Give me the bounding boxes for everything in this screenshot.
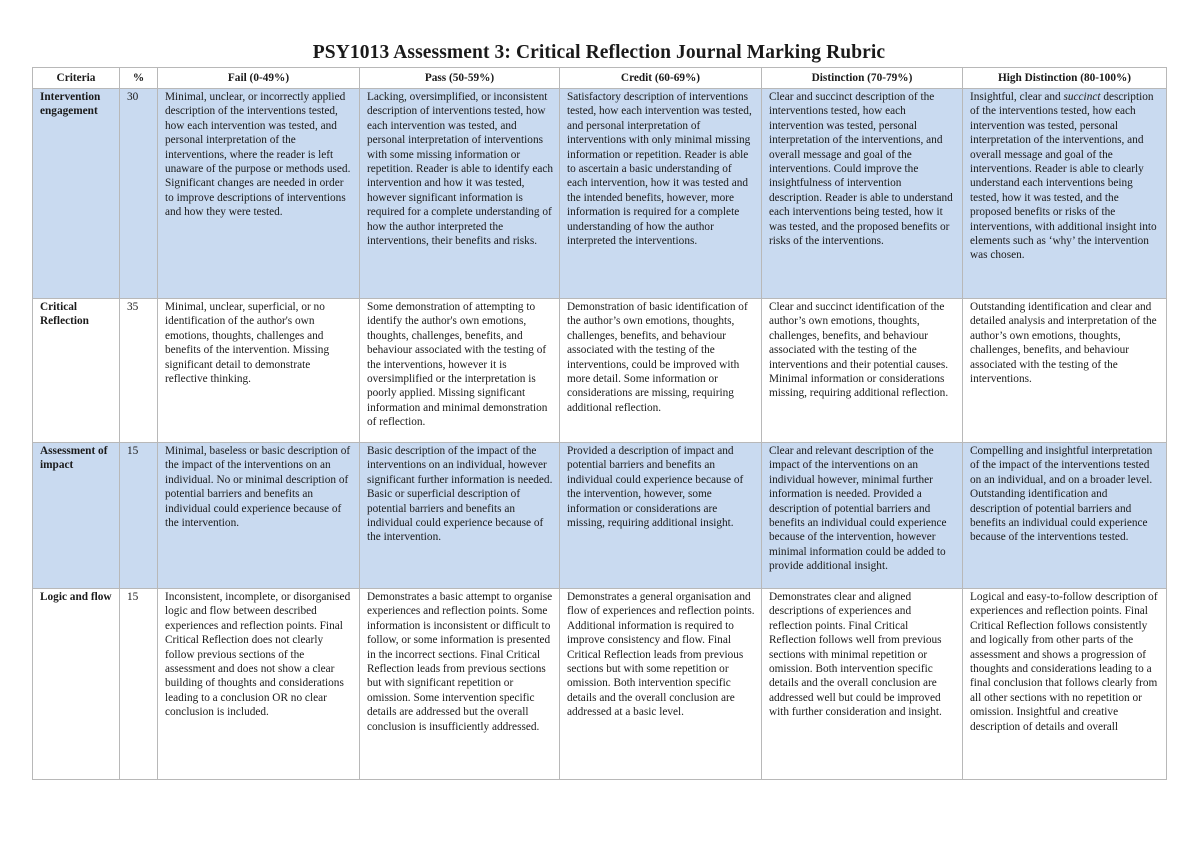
header-pass: Pass (50-59%) (360, 68, 560, 89)
credit-text: Provided a description of impact and potential barriers and benefits an individual could experience because of the intervention, however, some information or considerations are missing, requiring additional insight. (567, 445, 744, 530)
pass-cell (360, 299, 560, 443)
fail-cell (158, 299, 360, 443)
credit-cell (560, 589, 762, 780)
header-fail: Fail (0-49%) (158, 68, 360, 89)
pass-cell (360, 589, 560, 780)
criteria-cell (33, 589, 120, 780)
pass-text: Basic description of the impact of the interventions on an individual, however significant further information is needed. Basic or superficial description of potential barriers and benefits an individual could experience because of the intervention. (367, 445, 553, 544)
criteria-label: Assessment of impact (40, 445, 108, 472)
credit-cell (560, 299, 762, 443)
pass-text: Some demonstration of attempting to identify the author's own emotions, thoughts, challenges, benefits, and behaviour associated with the testing of the interventions, however it is oversimplified or the interpretation is poorly applied. Missing significant information and minimal demonstration of reflection. (367, 301, 548, 429)
criteria-cell (33, 89, 120, 299)
distinction-cell (762, 89, 963, 299)
header-high-distinction: High Distinction (80-100%) (963, 68, 1167, 89)
fail-text: Minimal, unclear, superficial, or no identification of the author's own emotions, thoughts, challenges and benefits of the intervention. Missing significant detail to demonstrate reflective thinking. (165, 301, 330, 386)
high-distinction-text: Outstanding identification and clear and detailed analysis and interpretation of the author’s own emotions, thoughts, challenges, benefits, and behaviour associated with the testing of the interventions. (970, 301, 1157, 386)
percent-cell: 35 (120, 299, 158, 443)
high-distinction-cell (963, 89, 1167, 299)
pass-text: Lacking, oversimplified, or inconsistent description of interventions tested, how each intervention was tested, and personal interpretation of interventions with some missing information or repetition. Reader is able to identify each intervention and how it was tested, however significant information is required for a complete understanding of how the author interpreted the interventions, their benefits and risks. (367, 91, 553, 248)
fail-text: Inconsistent, incomplete, or disorganised logic and flow between described experiences and reflection points. Final Critical Reflection does not clearly follow previous sections of the assessment and does not show a clear building of thoughts and considerations leading to a conclusion OR no clear conclusion is included. (165, 591, 351, 719)
fail-text: Minimal, unclear, or incorrectly applied description of the interventions tested, how each intervention was tested, and personal interpretation of the interventions, where the reader is left unaware of the purpose or methods used. Significant changes are needed in order to improve descriptions of interventions and how they were tested. (165, 91, 351, 219)
rubric-table (32, 67, 1167, 780)
document-title: PSY1013 Assessment 3: Critical Reflection Journal Marking Rubric (312, 42, 886, 63)
header-distinction: Distinction (70-79%) (762, 68, 963, 89)
rubric-page (32, 40, 1166, 780)
percent-cell: 15 (120, 589, 158, 780)
table-row (33, 299, 1167, 443)
criteria-label: Intervention engagement (40, 91, 101, 118)
table-row (33, 89, 1167, 299)
high-distinction-cell (963, 443, 1167, 589)
criteria-label: Critical Reflection (40, 301, 89, 328)
credit-text: Demonstration of basic identification of the author’s own emotions, thoughts, challenges, benefits, and behaviour associated with the testing of the interventions, could be improved with more detail. Some information or considerations are missing, requiring additional reflection. (567, 301, 748, 414)
table-row (33, 443, 1167, 589)
credit-text: Satisfactory description of interventions tested, how each intervention was tested, and personal interpretation of interventions with only minimal missing information or repetition. Reader is able to ascertain a basic understanding of each intervention, how it was tested and the intended benefits, however, more information is required for a complete understanding of how the author interpreted the interventions. (567, 91, 752, 248)
header-percent: % (120, 68, 158, 89)
hd-text-italic: succinct (1063, 91, 1101, 103)
criteria-cell (33, 299, 120, 443)
pass-cell (360, 443, 560, 589)
criteria-label: Logic and flow (40, 591, 112, 603)
table-row (33, 589, 1167, 780)
pass-text: Demonstrates a basic attempt to organise experiences and reflection points. Some information is inconsistent or difficult to follow, or some information is presented in the incorrect sections. Final Critical Reflection leads from previous sections but with significant repetition or omission. Some intervention specific details are addressed but the overall conclusion is insufficiently addressed. (367, 591, 553, 733)
high-distinction-text: Compelling and insightful interpretation of the impact of the interventions tested on an individual, and on a broader level. Outstanding identification and description of potential barriers and benefits an individual could experience because of the interventions tested. (970, 445, 1153, 544)
fail-cell (158, 89, 360, 299)
credit-cell (560, 443, 762, 589)
distinction-cell (762, 443, 963, 589)
percent-cell: 15 (120, 443, 158, 589)
distinction-text: Clear and relevant description of the impact of the interventions on an individual however, minimal further information is needed. Provided a description of potential barriers and benefits an individual could experience because of the intervention, however minimal information could be added to provide additional insight. (769, 445, 947, 573)
percent-cell: 30 (120, 89, 158, 299)
header-criteria: Criteria (33, 68, 120, 89)
high-distinction-text (970, 90, 1160, 263)
distinction-text: Clear and succinct description of the interventions tested, how each intervention was tested, personal interpretation of the interventions, and overall message and goal of the interventions. Could improve the insightfulness of intervention description. Reader is able to understand each interventions being tested, how it was tested, and the proposed benefits or risks of the interventions. (769, 91, 953, 248)
credit-cell (560, 89, 762, 299)
fail-text: Minimal, baseless or basic description of the impact of the interventions on an individual. No or minimal description of potential barriers and benefits an individual could experience because of the intervention. (165, 445, 351, 530)
fail-cell (158, 443, 360, 589)
hd-text-part: Insightful, clear and (970, 91, 1064, 103)
pass-cell (360, 89, 560, 299)
credit-text: Demonstrates a general organisation and flow of experiences and reflection points. Additional information is required to improve consistency and flow. Final Critical Reflection leads from previous sections but with some repetition or omission. Both intervention specific details and the overall conclusion are addressed at a basic level. (567, 591, 755, 719)
fail-cell (158, 589, 360, 780)
distinction-cell (762, 299, 963, 443)
distinction-text: Clear and succinct identification of the author’s own emotions, thoughts, challenges, benefits, and behaviour associated with the testing of the interventions and their potential causes. Minimal information or considerations missing, requiring additional reflection. (769, 301, 949, 400)
high-distinction-cell (963, 589, 1167, 780)
high-distinction-cell (963, 299, 1167, 443)
criteria-cell (33, 443, 120, 589)
distinction-text: Demonstrates clear and aligned descriptions of experiences and reflection points. Final Critical Reflection follows well from previous sections with minimal repetition or omission. Both intervention specific details and the overall conclusion are addressed well but could be improved with further consideration and insight. (769, 591, 942, 719)
distinction-cell (762, 589, 963, 780)
header-row (33, 68, 1167, 89)
hd-text-part: description of the interventions tested, how each intervention was tested, personal interpretation of the interventions, and overall message and goal of the interventions. Reader is able to clearly understand each interventions being tested, how it was tested, and the proposed benefits or risks of the interventions, with additional insight into elements such as ‘why’ the intervention was chosen. (970, 91, 1157, 262)
header-credit: Credit (60-69%) (560, 68, 762, 89)
high-distinction-text: Logical and easy-to-follow description of experiences and reflection points. Final Critical Reflection follows consistently and logically from other parts of the assessment and shows a progression of thoughts and considerations leading to a final conclusion that follows clearly from all other sections with no repetition or omission. Insightful and creative description of details and overall (970, 591, 1158, 733)
